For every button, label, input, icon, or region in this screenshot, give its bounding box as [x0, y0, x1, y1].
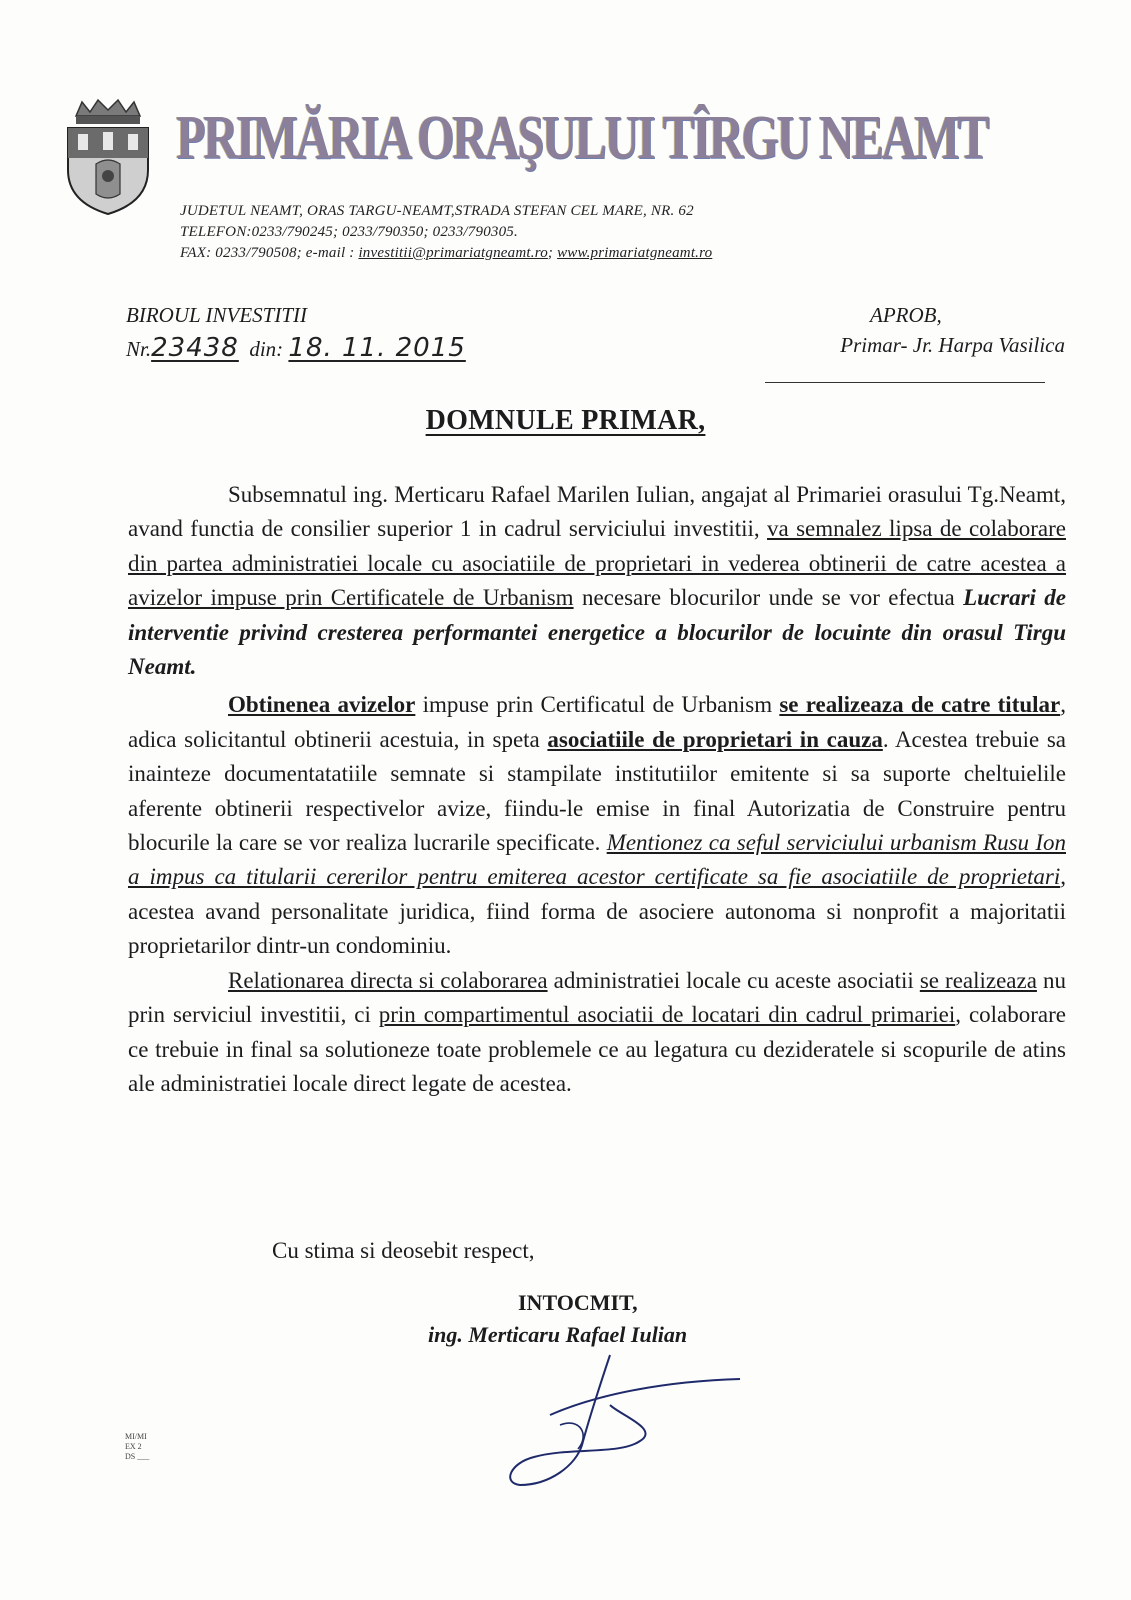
p3-text-3: , colaborare ce trebuie in final sa solutioneze toate problemele ce au legatura cu dezideratele si scopurile de atins ale administratiei locale direct legate de acestea.	[128, 1002, 1066, 1096]
p3-underlined-3: prin compartimentul asociatii de locatari din cadrul primariei	[378, 1002, 956, 1028]
p3-text-2: nu prin serviciul investitii, ci	[128, 967, 1066, 1028]
closing-salutation: Cu stima si deosebit respect,	[272, 1238, 535, 1263]
p3-text-1: administratiei locale cu aceste asociatii	[547, 967, 920, 993]
address-line: JUDETUL NEAMT, ORAS TARGU-NEAMT,STRADA STEFAN CEL MARE, NR. 62	[180, 203, 694, 219]
p2-text-2: , adica solicitantul obtinerii acestuia, in speta	[128, 692, 1066, 752]
registration-number	[126, 333, 466, 363]
p2-italic: Mentionez ca seful serviciului urbanism Rusu Ion a impus ca titularii cererilor pentru emiterea acestor certificate sa fie asociatiile de proprietari	[128, 830, 1066, 890]
author-name: ing. Merticaru Rafael Iulian	[428, 1322, 688, 1347]
p2-bold-2: se realizeaza de catre titular	[779, 692, 1061, 718]
email-link[interactable]: investitii@primariatgneamt.ro	[358, 245, 548, 261]
nr-label: Nr.	[126, 337, 152, 361]
ref-line-3: DS ___	[125, 1452, 150, 1461]
letter-body	[128, 478, 1066, 1101]
handwritten-signature-icon	[490, 1345, 750, 1495]
p2-text-1: impuse prin Certificatul de Urbanism	[415, 692, 780, 718]
p1-text: Subsemnatul ing. Merticaru Rafael Marilen Iulian, angajat al Primariei orasului Tg.Neamt, avand functia de consilier superior 1 in cadrul serviciului investitii,	[128, 482, 1066, 542]
institution-title: PRIMĂRIA ORAŞULUI TÎRGU NEAMT	[176, 104, 988, 172]
phone-line: TELEFON:0233/790245; 0233/790350; 0233/790305.	[180, 224, 518, 240]
approval-label: APROB,	[870, 303, 942, 327]
paragraph-2	[128, 688, 1066, 963]
p1-project-title: Lucrari de interventie privind cresterea performantei energetice a blocurilor de locuinte din orasul Tirgu Neamt.	[128, 585, 1067, 680]
approval-signature-line	[765, 382, 1045, 383]
p1-underlined: va semnalez lipsa de colaborare din partea administratiei locale cu asociatiile de proprietari in vederea obtinerii de catre acestea a avizelor impuse prin Certificatele de Urbanism	[128, 516, 1066, 611]
paragraph-1	[128, 478, 1066, 684]
contact-line: FAX: 0233/790508; e-mail : investitii@primariatgneamt.ro; www.primariatgneamt.ro	[180, 245, 713, 261]
reference-code	[125, 1432, 149, 1462]
prepared-by-label: INTOCMIT,	[518, 1290, 638, 1315]
p1-text-2: necesare blocurilor unde se vor efectua	[573, 585, 964, 611]
nr-value: 23438	[151, 333, 239, 363]
website-link[interactable]: www.primariatgneamt.ro	[557, 245, 713, 261]
letter-heading: DOMNULE PRIMAR,	[425, 405, 706, 436]
p2-bold-1: Obtinenea avizelor	[228, 692, 416, 718]
p2-text-4: , acestea avand personalitate juridica, fiind forma de asociere autonoma si nonprofit a majoritatii proprietarilor dintr-un condominiu.	[128, 864, 1066, 959]
approval-signatory: Primar- Jr. Harpa Vasilica	[840, 333, 1065, 357]
date-value: 18. 11. 2015	[288, 333, 466, 363]
p2-bold-3: asociatiile de proprietari in cauza	[547, 726, 883, 752]
date-label: din:	[249, 337, 284, 361]
department-label: BIROUL INVESTITII	[126, 303, 308, 327]
fax-label: FAX: 0233/790508; e-mail :	[180, 245, 355, 261]
paragraph-3	[128, 964, 1066, 1102]
ref-line-1: MI/MI	[125, 1432, 147, 1441]
city-crest-icon	[62, 98, 154, 218]
p3-underlined-1: Relationarea directa si colaborarea	[228, 967, 548, 993]
p2-text-3: . Acestea trebuie sa inainteze documentatatiile semnate si stampilate institutiilor emitente si sa suporte cheltuielile aferente obtinerii respectivelor avize, fiindu-le emise in final Autorizatia de Construire pentru blocurile la care se vor realiza lucrarile specificate.	[128, 726, 1066, 856]
p3-underlined-2: se realizeaza	[919, 967, 1037, 993]
ref-line-2: EX 2	[125, 1442, 142, 1451]
